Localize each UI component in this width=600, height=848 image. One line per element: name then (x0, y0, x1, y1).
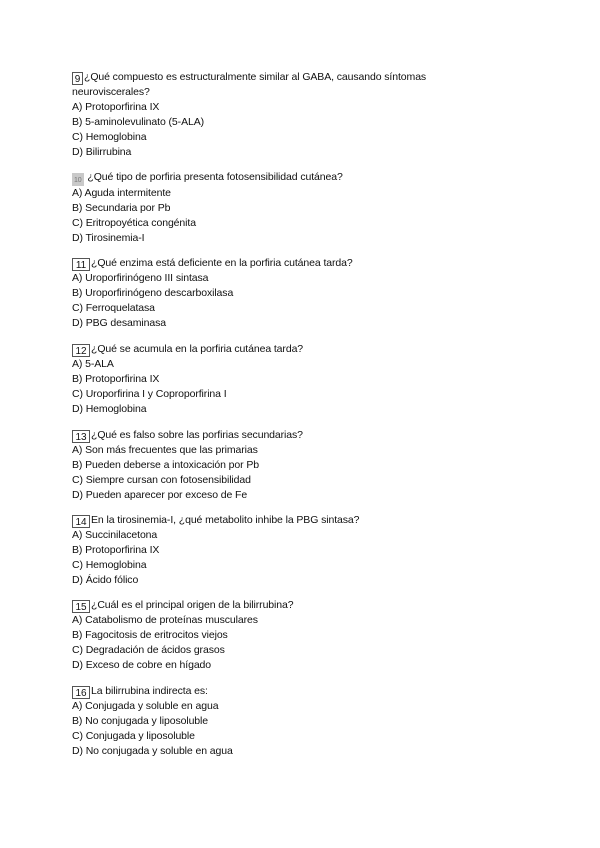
option-a: A) Uroporfirinógeno III sintasa (72, 272, 209, 284)
option-d: D) PBG desaminasa (72, 317, 167, 329)
option-a: A) 5-ALA (72, 358, 114, 370)
option-a: A) Catabolismo de proteínas musculares (72, 614, 258, 626)
question-text: 14 En la tirosinemia-I, ¿qué metabolito inhibe la PBG sintasa? (72, 513, 542, 528)
option-b: B) Fagocitosis de eritrocitos viejos (72, 629, 228, 641)
option-b: B) Uroporfirinógeno descarboxilasa (72, 287, 234, 299)
question-number-badge: 14 (72, 515, 90, 528)
option-a: A) Son más frecuentes que las primarias (72, 444, 258, 456)
option-d: D) Ácido fólico (72, 574, 139, 586)
question-12 (72, 342, 542, 417)
question-text: 10 ¿Qué tipo de porfiria presenta fotosensibilidad cutánea? (74, 171, 343, 184)
question-number-badge: 16 (72, 686, 90, 699)
question-number-badge: 10 (72, 173, 84, 186)
question-text: 15 ¿Cuál es el principal origen de la bilirrubina? (72, 598, 542, 613)
question-text: 12 ¿Qué se acumula en la porfiria cutánea tarda? (72, 342, 542, 357)
question-text: 16 La bilirrubina indirecta es: (72, 684, 542, 699)
question-13 (72, 428, 542, 503)
question-number-badge: 13 (72, 430, 90, 443)
option-c: C) Uroporfirina I y Coproporfirina I (72, 388, 227, 400)
question-10 (72, 170, 542, 246)
option-a: A) Protoporfirina IX (72, 101, 160, 113)
option-d: D) Hemoglobina (72, 403, 147, 415)
option-c: C) Siempre cursan con fotosensibilidad (72, 474, 251, 486)
option-b: B) Protoporfirina IX (72, 373, 160, 385)
option-b: B) Pueden deberse a intoxicación por Pb (72, 459, 259, 471)
question-text: 11 ¿Qué enzima está deficiente en la porfiria cutánea tarda? (72, 256, 542, 271)
option-c: C) Conjugada y liposoluble (72, 730, 195, 742)
question-number-badge: 11 (72, 258, 90, 271)
question-text-continuation: neuroviscerales? (72, 86, 150, 98)
option-b: B) Protoporfirina IX (72, 544, 160, 556)
option-c: C) Degradación de ácidos grasos (72, 644, 225, 656)
option-d: D) Bilirrubina (72, 146, 132, 158)
option-d: D) Tirosinemia-I (72, 232, 145, 244)
option-b: B) No conjugada y liposoluble (72, 715, 209, 727)
question-16 (72, 684, 542, 759)
question-9 (72, 70, 542, 160)
option-c: C) Eritropoyética congénita (72, 217, 196, 229)
option-a: A) Conjugada y soluble en agua (72, 700, 219, 712)
option-d: D) No conjugada y soluble en agua (72, 745, 233, 757)
option-d: D) Pueden aparecer por exceso de Fe (72, 489, 248, 501)
option-a: A) Aguda intermitente (72, 187, 171, 199)
question-number-badge: 12 (72, 344, 90, 357)
option-c: C) Hemoglobina (72, 559, 147, 571)
question-number-badge: 9 (72, 72, 83, 85)
question-15 (72, 598, 542, 673)
question-11 (72, 256, 542, 331)
question-14 (72, 513, 542, 588)
question-text: 9 ¿Qué compuesto es estructuralmente similar al GABA, causando síntomas (72, 70, 542, 85)
option-b: B) 5-aminolevulinato (5-ALA) (72, 116, 205, 128)
option-c: C) Hemoglobina (72, 131, 147, 143)
option-a: A) Succinilacetona (72, 529, 158, 541)
option-d: D) Exceso de cobre en hígado (72, 659, 212, 671)
option-b: B) Secundaria por Pb (72, 202, 171, 214)
question-text: 13 ¿Qué es falso sobre las porfirias secundarias? (72, 428, 542, 443)
question-number-badge: 15 (72, 600, 90, 613)
option-c: C) Ferroquelatasa (72, 302, 155, 314)
